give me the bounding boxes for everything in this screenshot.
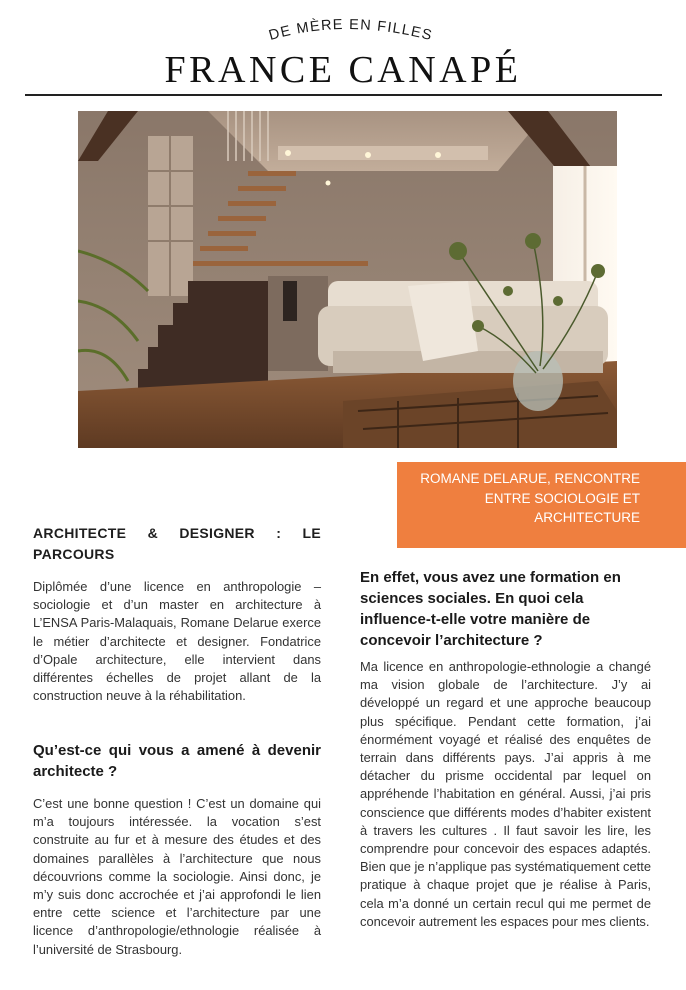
question-heading-2: En effet, vous avez une formation en sciences sociales. En quoi cela influence-t-elle votre manière de concevoir l’architecture ? [360,569,621,649]
brand-logo: FRANCE CANAPÉ [164,49,522,91]
interior-photo [78,111,617,448]
masthead [0,0,686,100]
tagline-text: DE MÈRE EN FILLES [267,16,435,44]
tagline [0,14,686,44]
paragraph-answer-1: C’est une bonne question ! C’est un domaine qui m’a toujours intéressée. la vocation s’est construite au fur et à mesure des études et des domaines parallèles à l’architecture que nous découvrions comme la sociologie. Ainsi donc, je m’y suis donc accrochée et j’ai approfondi le lien entre cette science et l’architecture par une licence d’anthropologie/ethnologie réalisée à l’université de Strasbourg. [33,796,321,957]
callout-banner: ROMANE DELARUE, RENCONTRE ENTRE SOCIOLOGIE ET ARCHITECTURE [397,462,686,548]
question-heading-1: Qu’est-ce qui vous a amené à devenir architecte ? [33,742,321,780]
header-divider [25,94,662,96]
paragraph-parcours: Diplômée d’une licence en anthropologie – sociologie et d’un master en architecture à L’ENSA Paris-Malaquais, Romane Delarue exerce le métier d’architecte et designer. Fondatrice d’Opale architecture, elle intervient dans différentes échelles de projet allant de la construction neuve à la réhabilitation. [33,579,321,704]
paragraph-answer-2: Ma licence en anthropologie-ethnologie a changé ma vision globale de l’architecture. J’y ai développé un regard et une approche beaucoup plus spécifique. Pendant cette formation, j’ai énormément voyagé et réalisé des enquêtes de terrain dans différents pays. J’ai appris à me détacher du prisme occidental par lequel on appréhende l’habitation en général. Aussi, j’ai pris conscience que différents modes d’habiter existent à travers les cultures . Il faut savoir les lire, les comprendre pour concevoir des espaces adaptés. Bien que je n’applique pas systématiquement cette pratique à chaque projet que je réalise à Paris, cela m’a donné un certain recul qui me permet de concevoir autrement les espaces pour mes clients. [360,659,651,929]
section-heading-parcours: ARCHITECTE & DESIGNER : LE PARCOURS [33,525,321,562]
